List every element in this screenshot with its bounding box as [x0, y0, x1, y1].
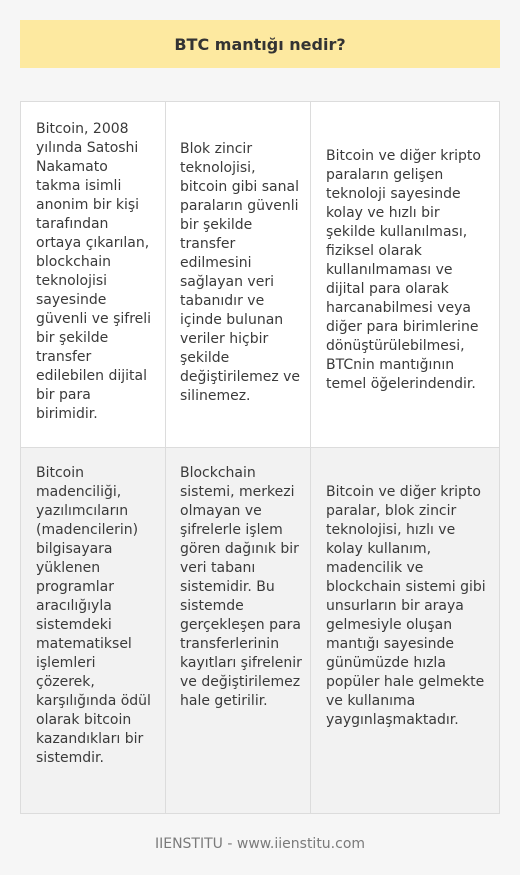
page-title: BTC mantığı nedir? [174, 34, 346, 54]
table-cell: Bitcoin ve diğer kripto paraların gelişen teknoloji sayesinde kolay ve hızlı bir şekilde kullanılması, fiziksel olarak kullanılmaması ve dijital para olarak harcanabilmesi veya diğer para birimlerine dönüştürülebilmesi, BTCnin mantığının temel öğelerindendir. [311, 102, 499, 448]
content-table [20, 101, 500, 814]
table-cell: Blok zincir teknolojisi, bitcoin gibi sanal paraların güvenli bir şekilde transfer edilmesini sağlayan veri tabanıdır ve içinde bulunan veriler hiçbir şekilde değiştirilemez ve silinemez. [166, 102, 311, 448]
table-cell: Bitcoin madenciliği, yazılımcıların (madencilerin) bilgisayara yüklenen programlar aracılığıyla sistemdeki matematiksel işlemleri çözerek, karşılığında ödül olarak bitcoin kazandıkları bir sistemdir. [21, 448, 166, 813]
table-cell: Bitcoin ve diğer kripto paralar, blok zincir teknolojisi, hızlı ve kolay kullanım, madencilik ve blockchain sistemi gibi unsurların bir araya gelmesiyle oluşan mantığı sayesinde günümüzde hızla popüler hale gelmekte ve kullanıma yaygınlaşmaktadır. [311, 448, 499, 813]
table-cell: Blockchain sistemi, merkezi olmayan ve şifrelerle işlem gören dağınık bir veri tabanı sistemidir. Bu sistemde gerçekleşen para transferlerinin kayıtları şifrelenir ve değiştirilemez hale getirilir. [166, 448, 311, 813]
footer-credit: IIENSTITU - www.iienstitu.com [154, 836, 366, 852]
table-cell: Bitcoin, 2008 yılında Satoshi Nakamato takma isimli anonim bir kişi tarafından ortaya çıkarılan, blockchain teknolojisi sayesinde güvenli ve şifreli bir şekilde transfer edilebilen dijital bir para birimidir. [21, 102, 166, 448]
title-banner [20, 20, 500, 68]
